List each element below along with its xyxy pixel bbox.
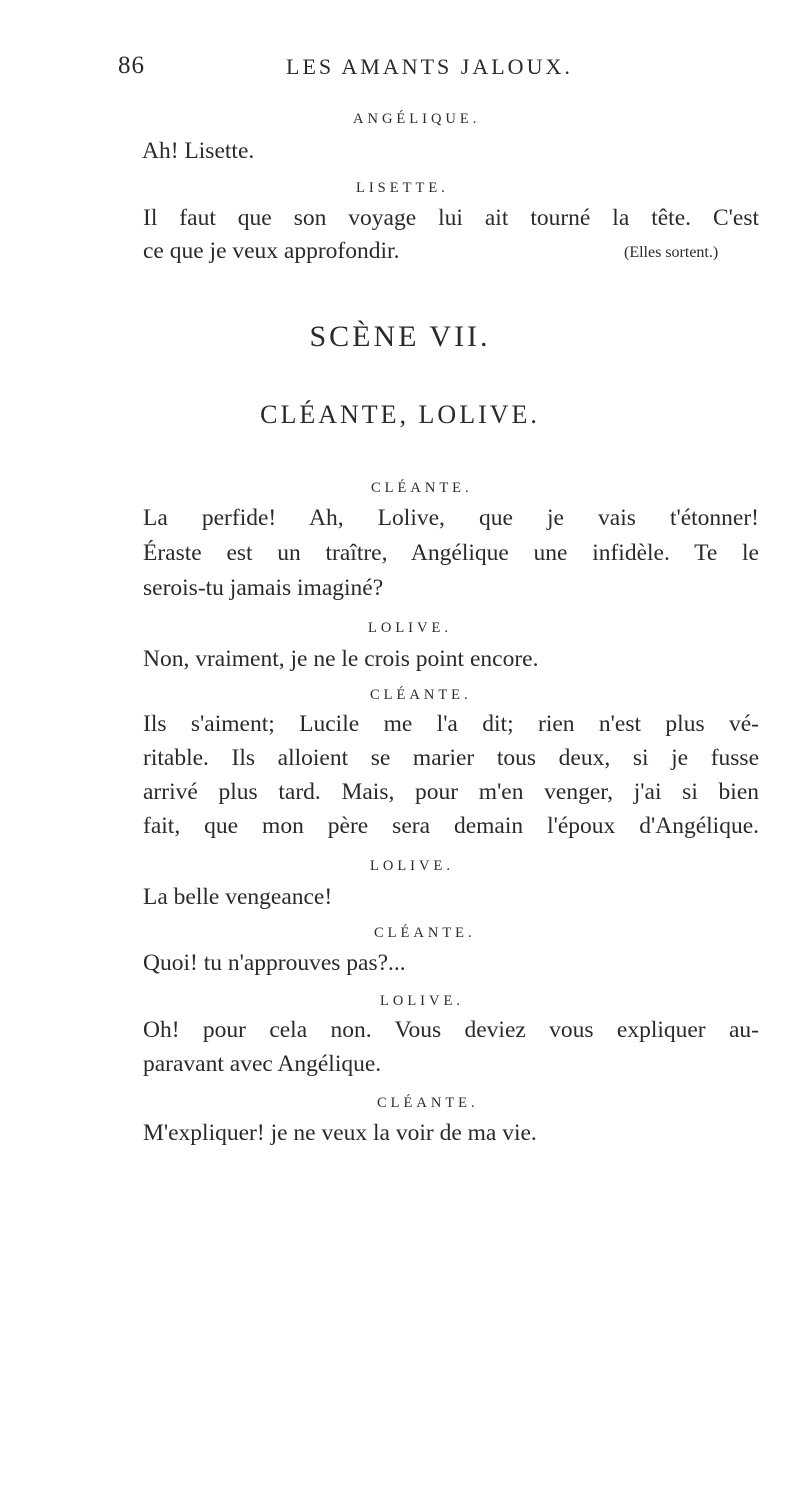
dialogue-line: ce que je veux approfondir. [143, 238, 400, 264]
speaker-name: ANGÉLIQUE. [353, 111, 481, 127]
dialogue-line: Quoi! tu n'approuves pas?... [143, 950, 406, 976]
dialogue-line: serois-tu jamais imaginé? [143, 575, 384, 601]
dialogue-line: Oh! pour cela non. Vous deviez vous expliquer au- [143, 1017, 759, 1043]
dialogue-line: M'expliquer! je ne veux la voir de ma vie. [143, 1120, 537, 1146]
speaker-name: LOLIVE. [380, 993, 464, 1009]
dialogue-line: paravant avec Angélique. [143, 1051, 382, 1077]
speaker-name: CLÉANTE. [371, 480, 473, 496]
scene-title: SCÈNE VII. [309, 320, 491, 353]
speaker-name: LISETTE. [356, 180, 449, 196]
dialogue-line: Il faut que son voyage lui ait tourné la tête. C'est [143, 205, 759, 231]
scene-cast: CLÉANTE, LOLIVE. [260, 400, 540, 429]
speaker-name: CLÉANTE. [370, 687, 472, 703]
speaker-name: CLÉANTE. [374, 925, 476, 941]
speaker-name: LOLIVE. [370, 858, 454, 874]
speaker-name: CLÉANTE. [377, 1095, 479, 1111]
stage-direction: (Elles sortent.) [624, 244, 719, 261]
dialogue-line: fait, que mon père sera demain l'époux d'Angélique. [143, 813, 759, 839]
dialogue-line: Non, vraiment, je ne le crois point encore. [143, 646, 539, 672]
dialogue-line: Ah! Lisette. [142, 138, 255, 164]
running-head [118, 52, 758, 92]
dialogue-line: La belle vengeance! [143, 884, 333, 910]
dialogue-line: La perfide! Ah, Lolive, que je vais t'étonner! [143, 505, 759, 531]
dialogue-line: Ils s'aiment; Lucile me l'a dit; rien n'est plus vé- [143, 711, 759, 737]
speaker-name: LOLIVE. [368, 620, 452, 636]
dialogue-line: Éraste est un traître, Angélique une infidèle. Te le [143, 540, 759, 566]
dialogue-line: ritable. Ils alloient se marier tous deux, si je fusse [143, 745, 759, 771]
dialogue-line: arrivé plus tard. Mais, pour m'en venger, j'ai si bien [143, 779, 759, 805]
page-number: 86 [118, 52, 145, 79]
running-title: LES AMANTS JALOUX. [286, 54, 573, 79]
